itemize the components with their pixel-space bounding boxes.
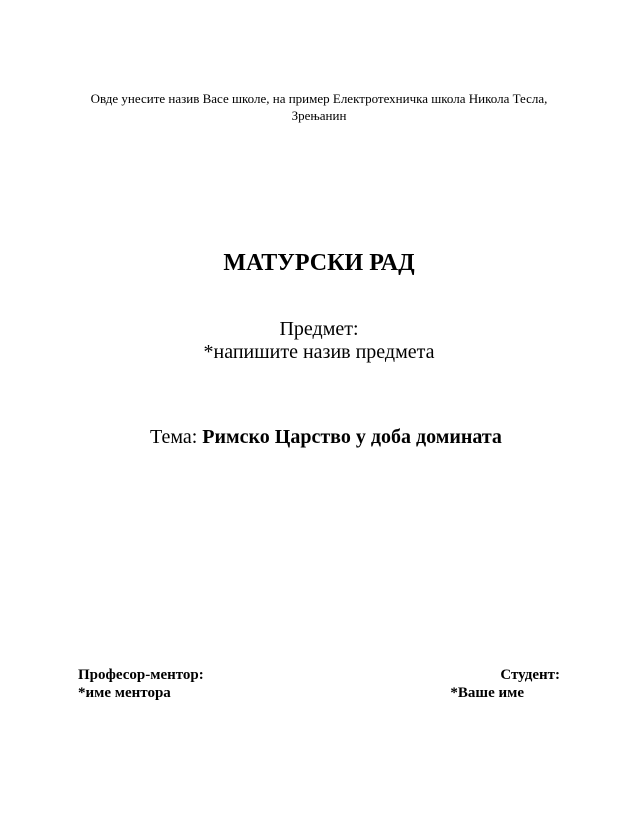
- student-block: [450, 666, 560, 702]
- student-name: *Ваше име: [450, 685, 524, 701]
- theme-value: Римско Царство у доба домината: [202, 426, 502, 448]
- mentor-label: Професор-ментор:: [78, 667, 204, 683]
- mentor-name: *име ментора: [78, 685, 171, 701]
- student-label: Студент:: [500, 667, 560, 683]
- school-name-line1: Овде унесите назив Васе школе, на пример Електротехничка школа Никола Тесла,: [90, 91, 548, 106]
- subject-block: [0, 318, 638, 364]
- mentor-block: [78, 666, 204, 702]
- school-name: [60, 90, 578, 124]
- theme-label: Тема:: [150, 426, 203, 448]
- school-name-line2: Зрењанин: [291, 108, 347, 123]
- theme-block: [150, 425, 502, 449]
- document-title: МАТУРСКИ РАД: [223, 250, 415, 276]
- subject-label: Предмет:: [279, 318, 359, 340]
- subject-value: *напишите назив предмета: [203, 341, 435, 363]
